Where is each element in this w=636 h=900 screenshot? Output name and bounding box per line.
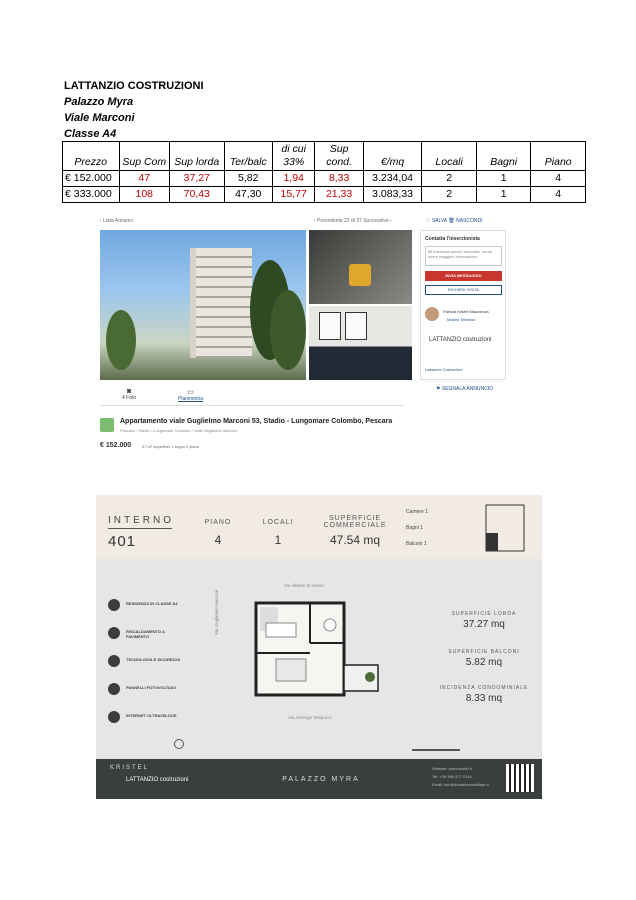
stat-gross-area: SUPERFICIE LORDA 37.27 mq xyxy=(451,611,517,630)
cell: 70,43 xyxy=(170,187,225,203)
col-header: Bagni xyxy=(476,142,531,171)
shield-icon xyxy=(108,655,120,667)
cell: 4 xyxy=(531,187,586,203)
send-message-button[interactable]: INVIA MESSAGGIO xyxy=(425,271,502,281)
contact-panel xyxy=(420,230,506,380)
show-phone-link[interactable]: Mostra Telefono xyxy=(447,317,476,322)
tree xyxy=(270,290,306,370)
house-icon xyxy=(108,599,120,611)
floorplan-footer xyxy=(96,759,542,799)
col-header: Sup cond. xyxy=(315,142,363,171)
cell: 5,82 xyxy=(224,171,272,187)
piano-value: 4 xyxy=(214,533,222,547)
tree xyxy=(106,310,136,370)
cell: 2 xyxy=(422,187,477,203)
rooms-bagni: Bagni 1 xyxy=(406,525,423,531)
contact-title: Contatta l'inserzionista xyxy=(425,236,480,242)
street-name: Viale Marconi xyxy=(64,112,135,124)
cell: 3.234,04 xyxy=(363,171,422,187)
qr-code[interactable] xyxy=(506,764,534,792)
cell: 4 xyxy=(531,171,586,187)
report-listing-link[interactable]: ⚑ SEGNALA ANNUNCIO xyxy=(436,386,493,392)
col-header: Sup Com xyxy=(119,142,169,171)
interno-label: INTERNO xyxy=(108,515,174,526)
message-textarea[interactable]: Mi interessa questo immobile, vorrei avere maggiori informazioni xyxy=(425,246,502,266)
website[interactable]: Website: www.kristel.it xyxy=(432,766,472,771)
listing-specs: 47 m² superficie 1 bagni 4 piano xyxy=(142,444,199,449)
compass-icon xyxy=(174,739,184,749)
feature-item: PANNELLI FOTOVOLTAICI xyxy=(108,683,188,697)
table-header-row xyxy=(63,142,586,171)
floor-key-plan xyxy=(480,499,530,555)
agency-name[interactable]: Lattanzio Costruzioni xyxy=(425,367,463,372)
street-top: Via Alberto di Vision xyxy=(284,583,324,588)
table-row xyxy=(63,187,586,203)
locali-value: 1 xyxy=(274,533,282,547)
cell: € 333.000 xyxy=(63,187,120,203)
divider xyxy=(108,528,172,529)
palazzo-myra-logo: PALAZZO MYRA xyxy=(282,776,360,783)
camera-icon: ◙ xyxy=(126,388,132,395)
locali-label: LOCALI xyxy=(262,519,294,526)
floorplan-tab[interactable] xyxy=(178,388,203,402)
armchair xyxy=(349,264,371,286)
stat-condo-share: INCIDENZA CONDOMINIALE 8.33 mq xyxy=(439,685,529,704)
lattanzio-logo: LATTANZIO costruzioni xyxy=(126,777,189,783)
agency-logo: LATTANZIO costruzioni xyxy=(429,337,492,343)
cell: 1 xyxy=(476,187,531,203)
table-row xyxy=(63,171,586,187)
col-header: Prezzo xyxy=(63,142,120,171)
request-visit-button[interactable]: RICHIEDI VISITA xyxy=(425,285,502,295)
street-bottom: Via Amerigo Vespucci xyxy=(288,715,332,720)
rooms-balconi: Balconi 1 xyxy=(406,541,427,547)
picture-frame xyxy=(319,312,341,340)
photo-gallery[interactable] xyxy=(100,230,404,380)
agent-name: Fabiola Kristel Mazzoncia xyxy=(443,309,489,314)
picture-frame xyxy=(345,312,367,340)
cell: 2 xyxy=(422,171,477,187)
cell: 1 xyxy=(476,171,531,187)
listing-price: € 152.000 xyxy=(100,442,132,449)
listing-breadcrumb[interactable]: Pescara › Stadio › Lungomare Colombo › Viale Guglielmo Marconi xyxy=(120,428,238,433)
cell: 108 xyxy=(119,187,169,203)
bedroom-photo[interactable] xyxy=(309,306,412,380)
feature-item: RESIDENZA IN CLASSE A4 xyxy=(108,599,188,613)
street-left: Via Guglielmo Marconi xyxy=(214,589,219,635)
col-header: Piano xyxy=(531,142,586,171)
phone[interactable]: Tel: +39 366 977 5144 xyxy=(432,774,472,779)
floorplan-card xyxy=(96,495,542,799)
photo-tabs xyxy=(100,384,404,406)
feature-item: RISCALDAMENTO A PAVIMENTO xyxy=(108,627,188,641)
cell: 1,94 xyxy=(272,171,314,187)
email[interactable]: Email: info@kristelimmobiliare.it xyxy=(432,782,489,787)
cell: 47,30 xyxy=(224,187,272,203)
col-header: €/mq xyxy=(363,142,422,171)
superficie-value: 47.54 mq xyxy=(329,533,381,547)
col-header: di cui 33% xyxy=(272,142,314,171)
map-pin-icon xyxy=(100,418,114,432)
listing-pager[interactable]: ‹ Precedente 22 di 37 Successivo › xyxy=(314,218,392,224)
rooms-camere: Camere 1 xyxy=(406,509,428,515)
col-header: Locali xyxy=(422,142,477,171)
company-name: LATTANZIO COSTRUZIONI xyxy=(64,80,204,92)
cell: 37,27 xyxy=(170,171,225,187)
living-room-photo[interactable] xyxy=(309,230,412,304)
energy-class: Classe A4 xyxy=(64,128,117,140)
heating-icon xyxy=(108,627,120,639)
save-hide-actions[interactable]: ♡ SALVA 🗑 NASCONDI xyxy=(426,218,483,224)
back-to-list-link[interactable]: ‹ Lista Annunci xyxy=(100,218,133,224)
project-name: Palazzo Myra xyxy=(64,96,134,108)
price-table xyxy=(62,141,586,203)
col-header: Ter/balc xyxy=(224,142,272,171)
cell: € 152.000 xyxy=(63,171,120,187)
interno-value: 401 xyxy=(108,533,137,550)
building-photo[interactable] xyxy=(100,230,306,380)
cell: 21,33 xyxy=(315,187,363,203)
col-header: Sup lorda xyxy=(170,142,225,171)
cell: 47 xyxy=(119,171,169,187)
document-header xyxy=(64,78,204,142)
cell: 15,77 xyxy=(272,187,314,203)
floorplan-label: Planimetria xyxy=(178,396,204,402)
building-facade xyxy=(190,248,252,358)
kristel-logo: KRISTEL xyxy=(110,765,150,771)
scale-bar xyxy=(412,749,460,751)
folder-icon: ▭ xyxy=(187,389,194,396)
feature-item: TECNOLOGIA E SICUREZZA xyxy=(108,655,188,669)
stat-balcony-area: SUPERFICIE BALCONI 5.82 mq xyxy=(448,649,520,668)
apartment-floorplan xyxy=(246,595,386,705)
unit-summary xyxy=(96,495,542,559)
photo-count: 4 Foto xyxy=(122,395,137,401)
listing-screenshot xyxy=(96,214,510,460)
cell: 3.083,33 xyxy=(363,187,422,203)
photo-count-tab[interactable] xyxy=(122,388,136,401)
listing-title: Appartamento viale Guglielmo Marconi 53, Stadio - Lungomare Colombo, Pescara xyxy=(120,418,393,425)
agent-avatar xyxy=(425,307,439,321)
superficie-label: SUPERFICIE COMMERCIALE xyxy=(323,515,387,529)
piano-label: PIANO xyxy=(204,519,232,526)
cell: 8,33 xyxy=(315,171,363,187)
solar-panel-icon xyxy=(108,683,120,695)
feature-item: INTERNET ULTRAVELOCE xyxy=(108,711,188,725)
wifi-icon xyxy=(108,711,120,723)
footer-contacts xyxy=(432,765,489,789)
